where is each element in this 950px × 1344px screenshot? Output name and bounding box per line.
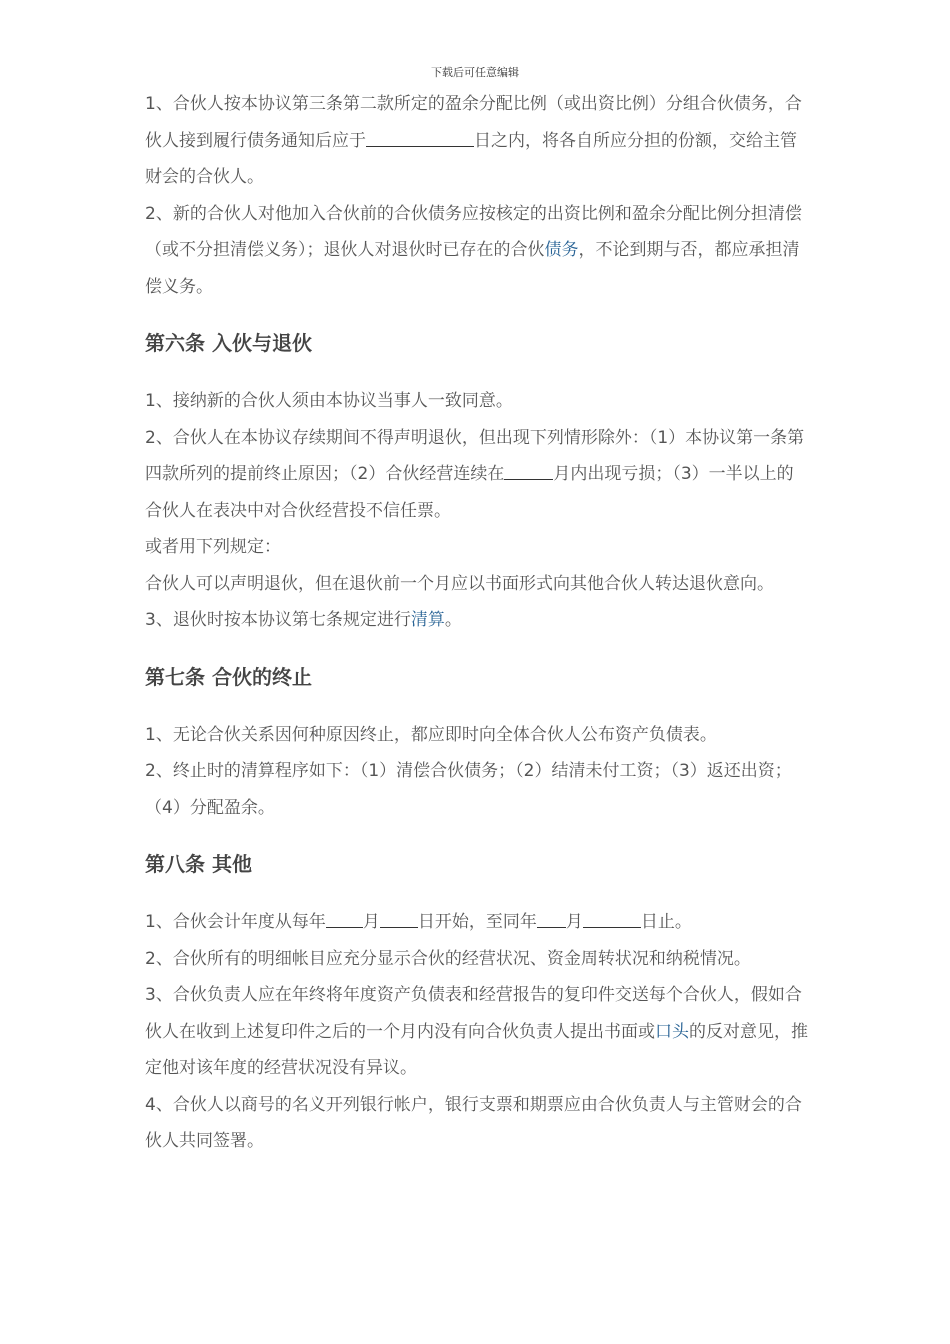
paragraph-6-alt: 或者用下列规定： — [145, 537, 281, 557]
paragraph-6-alt-rule: 合伙人可以声明退伙，但在退伙前一个月应以书面形式向其他合伙人转达退伙意向。 — [145, 573, 774, 594]
paragraph-8-4: 4、合伙人以商号的名义开列银行帐户，银行支票和期票应由合伙负责人与主管财会的合伙人共同签署。 — [145, 1094, 802, 1151]
fill-blank[interactable] — [326, 910, 363, 928]
link-debt[interactable]: 债务 — [544, 240, 579, 260]
section-heading-6: 第六条 入伙与退伙 — [145, 331, 312, 355]
fill-blank[interactable] — [380, 910, 418, 928]
paragraph-6-2: 2、合伙人在本协议存续期间不得声明退伙，但出现下列情形除外：（1）本协议第一条第四款所列的提前终止原因；（2）合伙经营连续在 月内出现亏损；（3）一半以上的合伙人在表决中对合伙经营投不信任票。 — [145, 427, 805, 521]
fill-blank[interactable] — [366, 129, 474, 147]
paragraph-8-3: 3、合伙负责人应在年终将年度资产负债表和经营报告的复印件交送每个合伙人，假如合伙人在收到上述复印件之后的一个月内没有向合伙负责人提出书面或口头的反对意见，推定他对该年度的经营状况没有异议。 — [145, 985, 808, 1078]
paragraph-7-2: 2、终止时的清算程序如下：（1）清偿合伙债务；（2）结清未付工资；（3）返还出资；（4）分配盈余。 — [145, 761, 792, 818]
paragraph-debt-share: 1、合伙人按本协议第三条第二款所定的盈余分配比例（或出资比例）分组合伙债务，合伙人接到履行债务通知后应于 日之内，将各自所应分担的份额，交给主管财会的合伙人。 — [145, 94, 802, 187]
document-body — [145, 86, 810, 1160]
fill-blank[interactable] — [537, 910, 566, 928]
paragraph-new-partner-debt: 2、新的合伙人对他加入合伙前的合伙债务应按核定的出资比例和盈余分配比例分担清偿（或不分担清偿义务）；退伙人对退伙时已存在的合伙债务，不论到期与否，都应承担清偿义务。 — [145, 203, 802, 297]
fill-blank[interactable] — [504, 462, 553, 480]
section-heading-8: 第八条 其他 — [145, 852, 252, 876]
section-heading-7: 第七条 合伙的终止 — [145, 664, 312, 689]
paragraph-8-2: 2、合伙所有的明细帐目应充分显示合伙的经营状况、资金周转状况和纳税情况。 — [145, 948, 751, 969]
paragraph-8-1: 1、合伙会计年度从每年 月 日开始，至同年 月 日止。 — [145, 912, 692, 932]
fill-blank[interactable] — [583, 910, 641, 928]
paragraph-6-3: 3、退伙时按本协议第七条规定进行清算。 — [145, 610, 462, 630]
paragraph-6-1: 1、接纳新的合伙人须由本协议当事人一致同意。 — [145, 391, 513, 411]
header-note: 下载后可任意编辑 — [431, 66, 519, 79]
link-oral[interactable]: 口头 — [655, 1021, 689, 1042]
paragraph-7-1: 1、无论合伙关系因何种原因终止，都应即时向全体合伙人公布资产负债表。 — [145, 724, 717, 745]
link-liquidation[interactable]: 清算 — [410, 610, 445, 630]
